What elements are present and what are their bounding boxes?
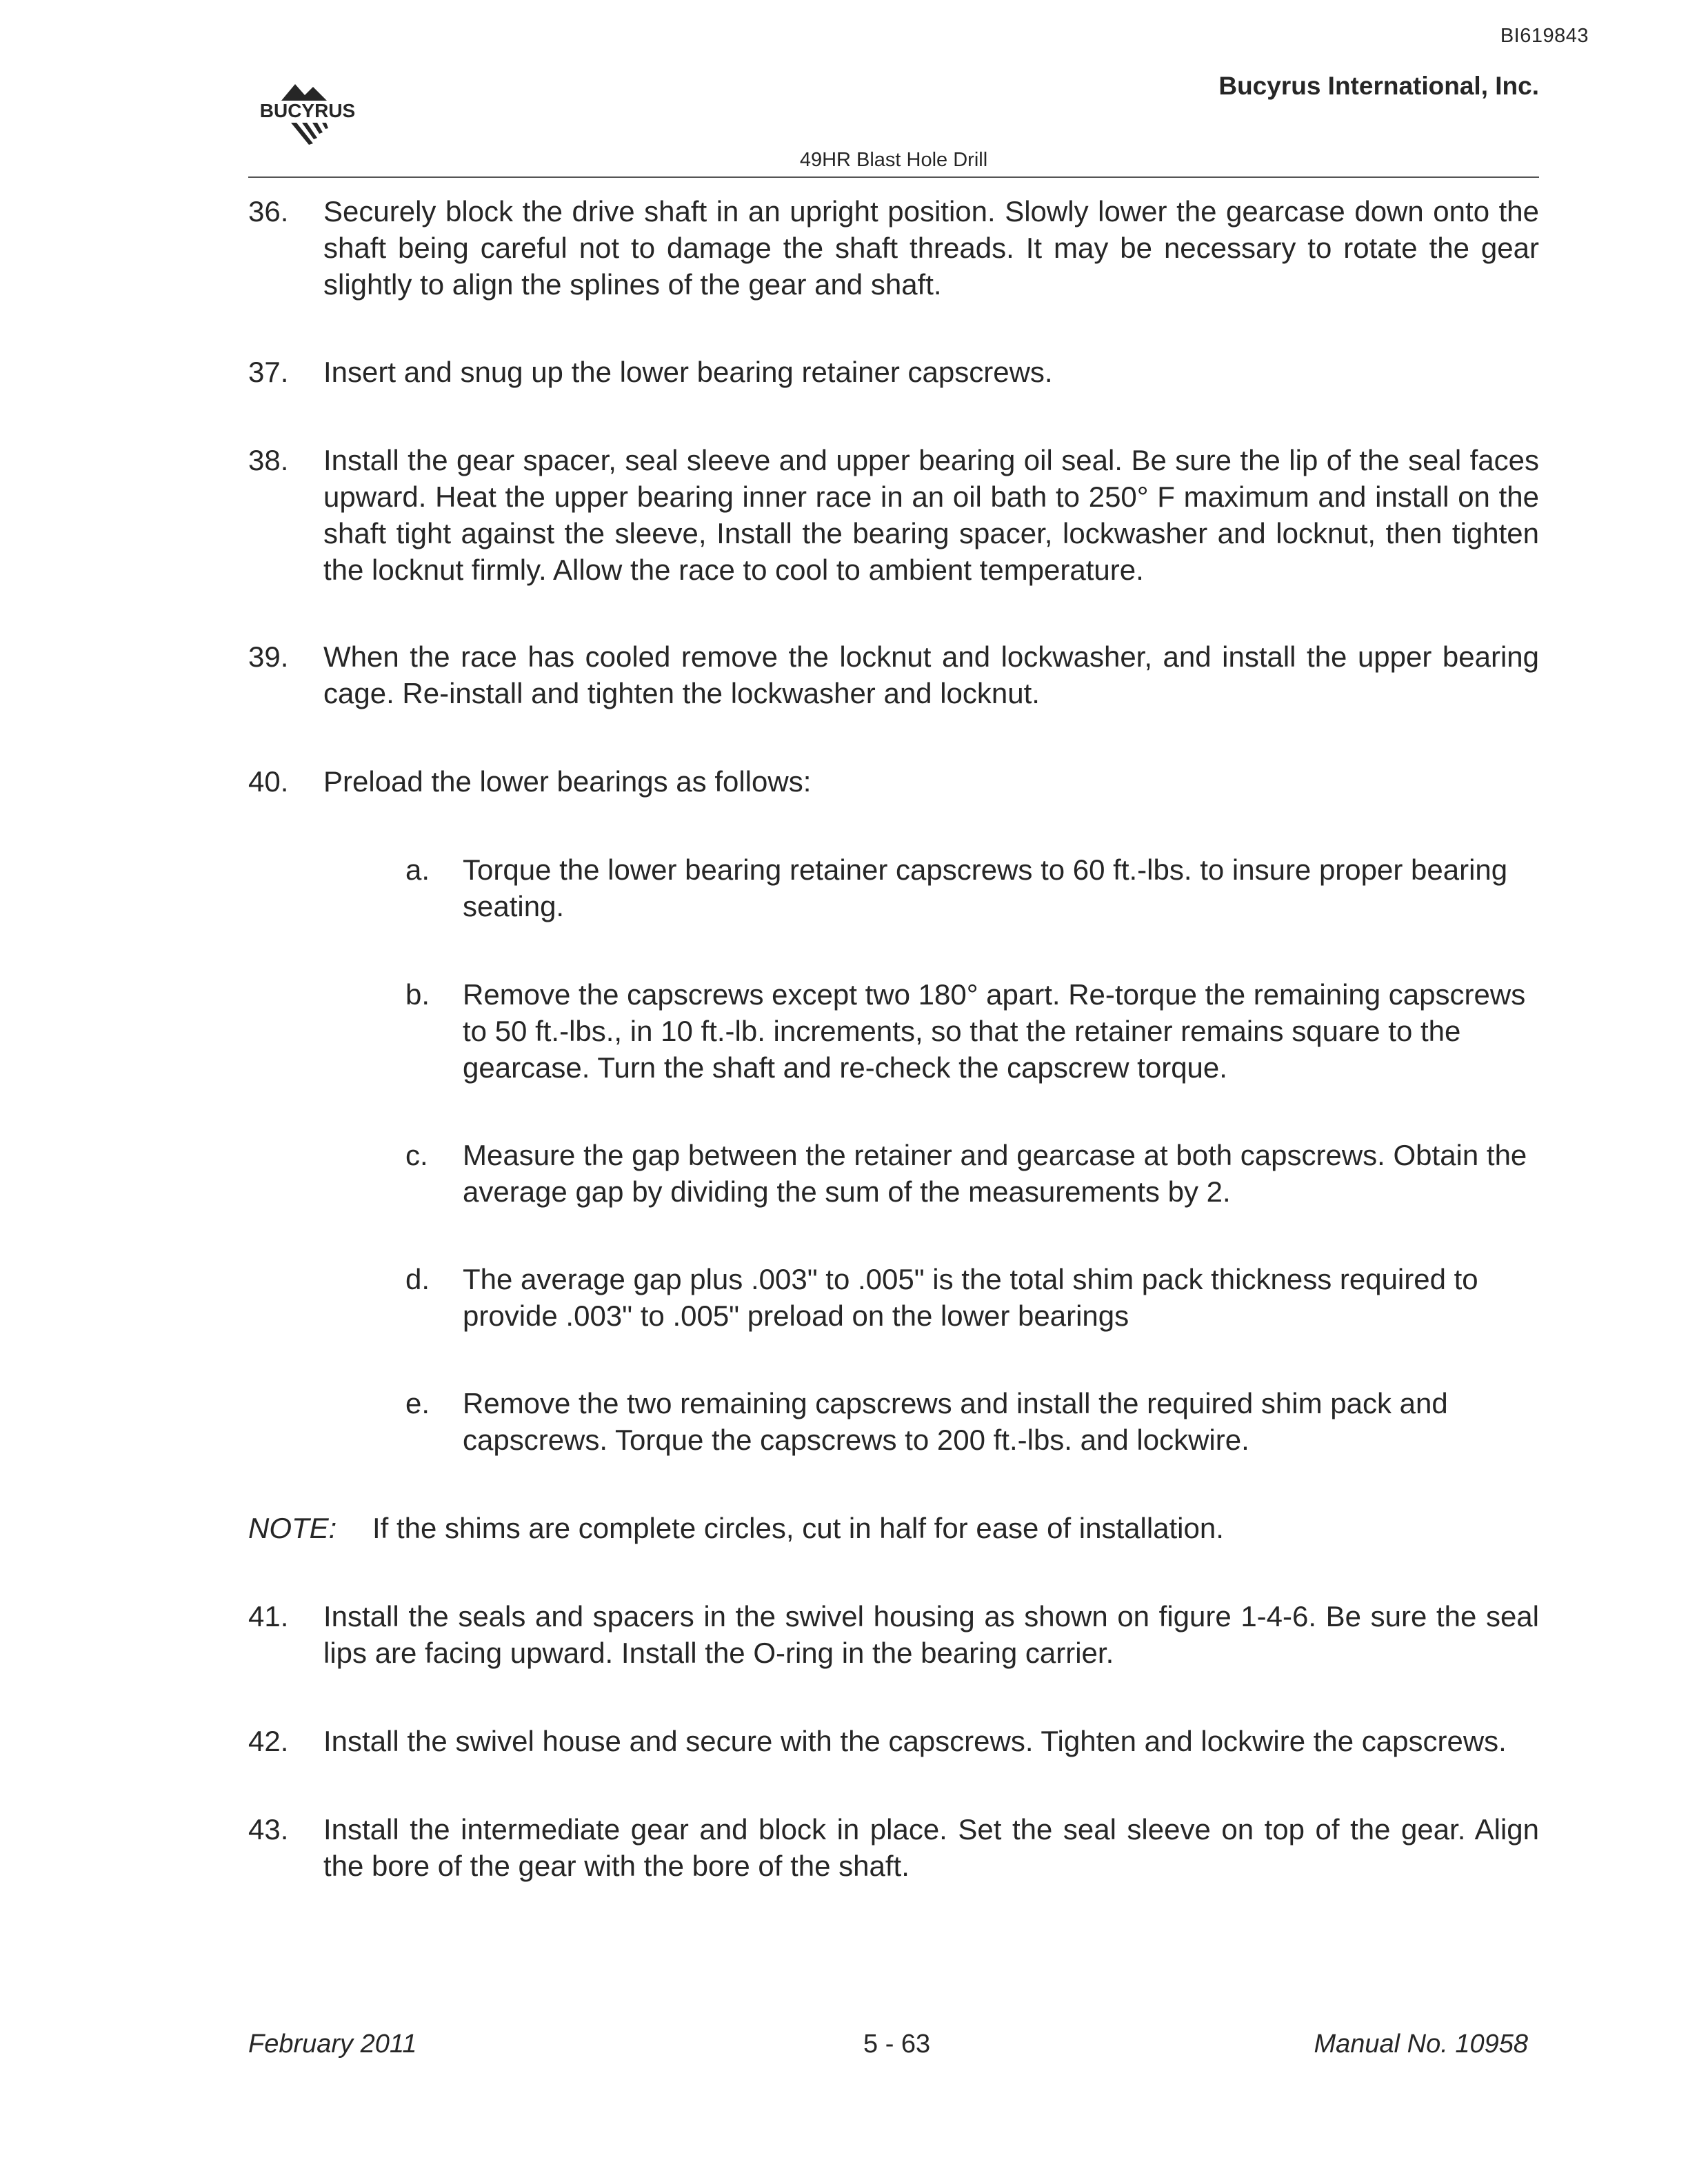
note-text: If the shims are complete circles, cut in half for ease of installation.	[372, 1512, 1224, 1544]
company-name: Bucyrus International, Inc.	[1218, 72, 1539, 100]
sub-item-text: Measure the gap between the retainer and gearcase at both capscrews. Obtain the average gap by dividing the sum of the measurements by 2.	[463, 1139, 1527, 1208]
manual-number: Manual No. 10958	[1314, 2030, 1528, 2059]
sub-item-letter: d.	[405, 1263, 430, 1295]
note	[248, 1510, 1539, 1546]
item-number: 43.	[248, 1813, 289, 1846]
item-number: 42.	[248, 1725, 289, 1757]
sub-item-letter: b.	[405, 978, 430, 1011]
logo-text: BUCYRUS	[259, 100, 356, 121]
item-text: Install the gear spacer, seal sleeve and upper bearing oil seal. Be sure the lip of the seal faces upward. Heat the upper bearing inner race in an oil bath to 250° F maximum and install on the shaft tight against the sleeve, Install the bearing spacer, lockwasher and locknut, then tighten the locknut firmly. Allow the race to cool to ambient temperature.	[323, 444, 1539, 586]
list-item	[248, 763, 1539, 800]
sub-item-letter: a.	[405, 853, 430, 886]
item-number: 39.	[248, 640, 289, 673]
sub-item-text: Remove the two remaining capscrews and install the required shim pack and capscrews. Torque the capscrews to 200 ft.-lbs. and lockwire.	[463, 1387, 1448, 1456]
list-item	[248, 354, 1539, 390]
item-number: 40.	[248, 765, 289, 798]
item-text: Securely block the drive shaft in an upright position. Slowly lower the gearcase down onto the shaft being careful not to damage the shaft threads. It may be necessary to rotate the gear slightly to align the splines of the gear and shaft.	[323, 195, 1539, 301]
page-number: 5 - 63	[863, 2030, 931, 2059]
list-item	[248, 1598, 1539, 1671]
item-text: Install the swivel house and secure with the capscrews. Tighten and lockwire the capscrews.	[323, 1725, 1507, 1757]
item-number: 41.	[248, 1600, 289, 1632]
header-rule	[248, 176, 1539, 178]
item-number: 37.	[248, 356, 289, 388]
list-item	[248, 1723, 1539, 1759]
sub-item-letter: e.	[405, 1387, 430, 1419]
item-number: 36.	[248, 195, 289, 228]
item-text: Preload the lower bearings as follows:	[323, 765, 812, 798]
item-text: When the race has cooled remove the locknut and lockwasher, and install the upper bearing cage. Re-install and tighten the lockwasher and locknut.	[323, 640, 1539, 709]
sub-item-letter: c.	[405, 1139, 428, 1171]
sub-item-text: Torque the lower bearing retainer capscrews to 60 ft.-lbs. to insure proper bearing seating.	[463, 853, 1508, 922]
list-item	[248, 638, 1539, 711]
footer-date: February 2011	[248, 2030, 417, 2059]
item-number: 38.	[248, 444, 289, 476]
sub-item-text: The average gap plus .003" to .005" is the total shim pack thickness required to provide .003" to .005" preload on the lower bearings	[463, 1263, 1478, 1332]
sub-list-item	[405, 1385, 1539, 1458]
item-text: Install the seals and spacers in the swivel housing as shown on figure 1-4-6. Be sure the seal lips are facing upward. Install the O-ring in the bearing carrier.	[323, 1600, 1539, 1669]
document-subtitle: 49HR Blast Hole Drill	[799, 149, 988, 171]
sub-list-item	[405, 851, 1539, 924]
list-item	[248, 193, 1539, 303]
list-item	[248, 442, 1539, 588]
sub-item-text: Remove the capscrews except two 180° apart. Re-torque the remaining capscrews to 50 ft.-lbs., in 10 ft.-lb. increments, so that the retainer remains square to the gearcase. Turn the shaft and re-check the capscrew torque.	[463, 978, 1526, 1084]
bucyrus-logo	[245, 74, 370, 150]
list-item	[248, 1811, 1539, 1884]
item-text: Insert and snug up the lower bearing retainer capscrews.	[323, 356, 1053, 388]
sub-list-item	[405, 976, 1539, 1086]
sub-list-item	[405, 1261, 1539, 1334]
sub-list-item	[405, 1137, 1539, 1210]
note-label: NOTE:	[248, 1512, 337, 1544]
item-text: Install the intermediate gear and block in place. Set the seal sleeve on top of the gear. Align the bore of the gear with the bore of the shaft.	[323, 1813, 1539, 1882]
doc-id: BI619843	[1500, 25, 1589, 47]
